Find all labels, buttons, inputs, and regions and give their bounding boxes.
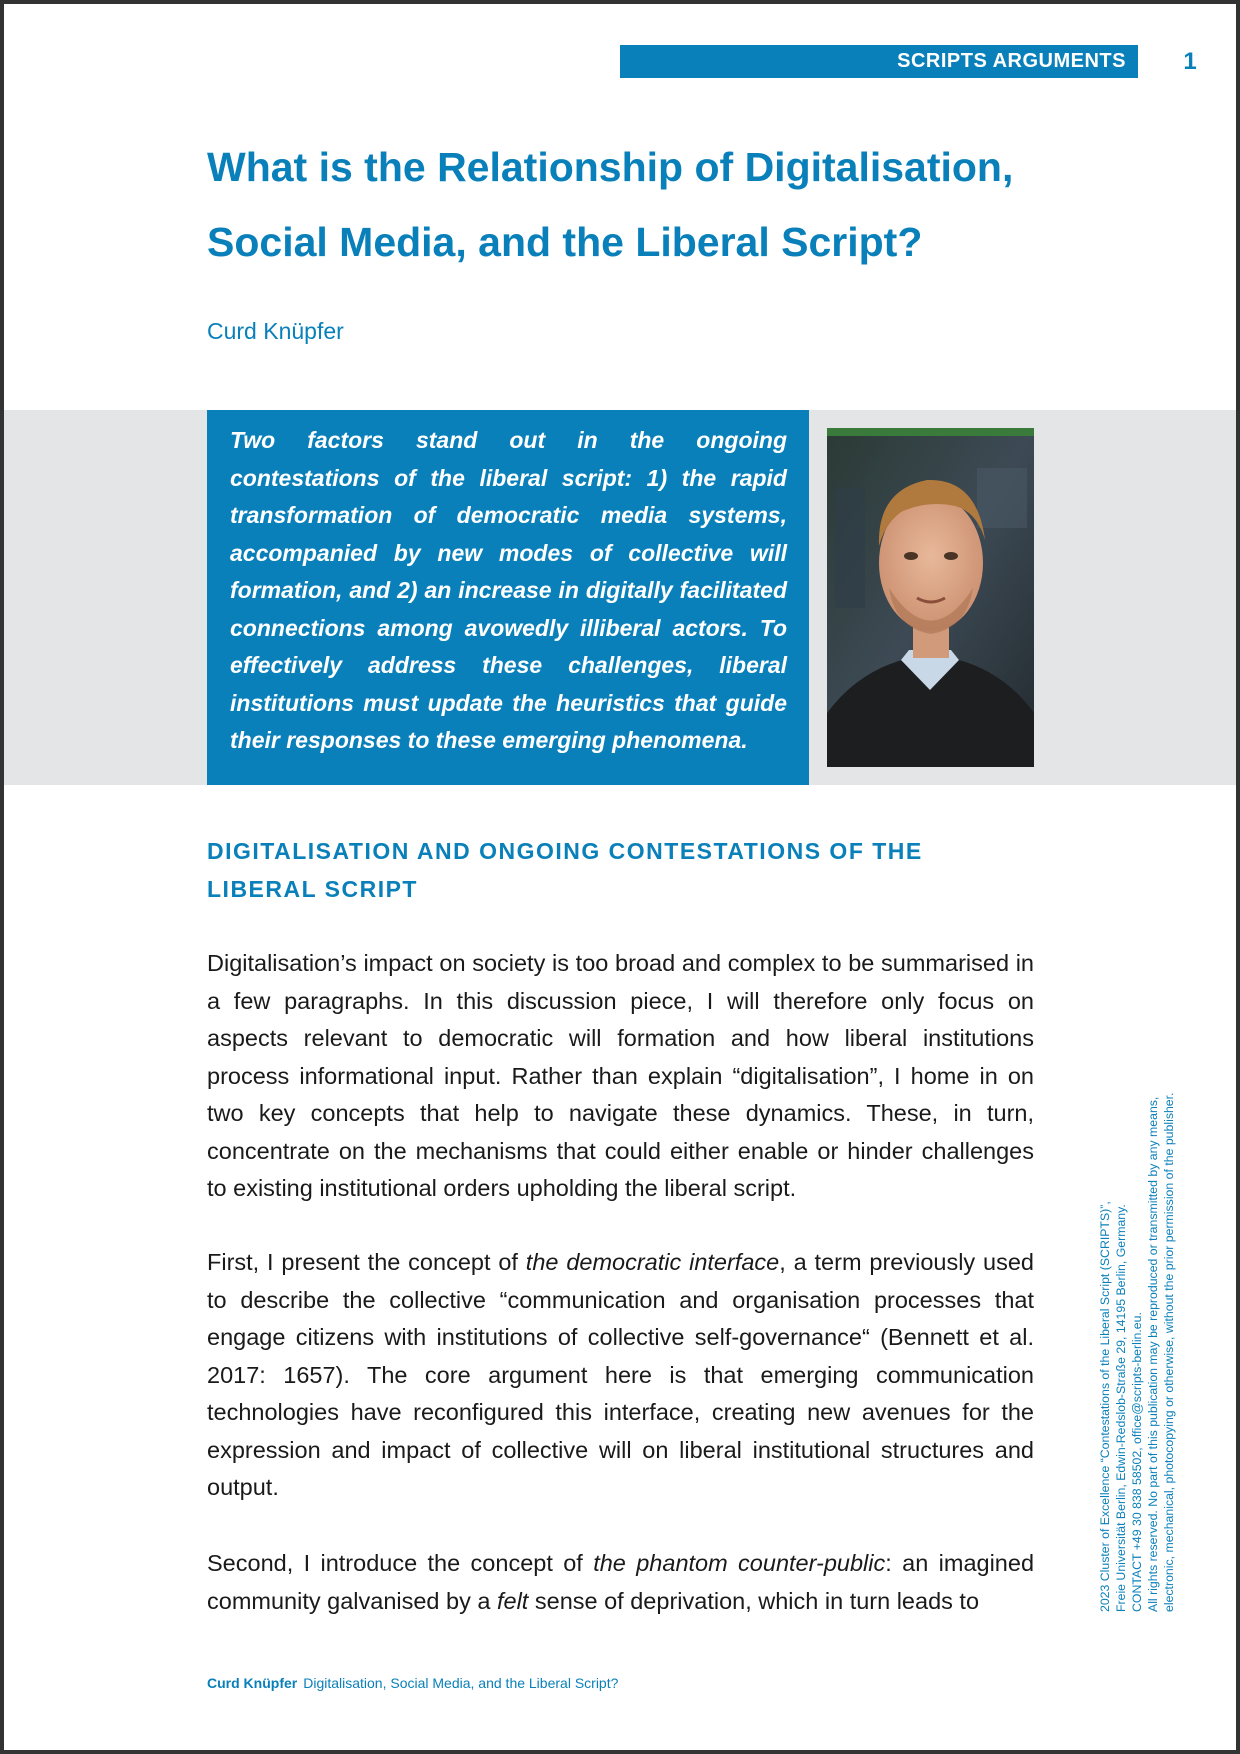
paragraph-2-text-b: , a term previously used to describe the collective “communication and organisation processes that engage citizens with institutions of collective self-governance“ (Bennett et al. 2017: 1657). The core argument here is that emerging communication technologies have reconfigured this interface, creating new avenues for the expression and impact of collective will on liberal institutional structures and output.: [207, 1249, 1034, 1500]
body-paragraph-1: Digitalisation’s impact on society is too broad and complex to be summarised in a few paragraphs. In this discussion piece, I will therefore only focus on aspects relevant to democratic will formation and how liberal institutions process informational input. Rather than explain “digitalisation”, I home in on two key concepts that help to navigate these dynamics. These, in turn, concentrate on the mechanisms that could either enable or hinder challenges to existing institutional orders upholding the liberal script.: [207, 950, 1034, 1201]
author-portrait: [827, 428, 1034, 767]
paragraph-3-text-a: Second, I introduce the concept of: [207, 1550, 594, 1576]
footer-author: Curd Knüpfer: [207, 1675, 298, 1691]
copyright-line-2: Freie Universität Berlin, Edwin-Redslob-Straße 29, 14195 Berlin, Germany.: [1114, 1204, 1128, 1612]
article-title: What is the Relationship of Digitalisation, Social Media, and the Liberal Script?: [207, 144, 1014, 265]
article-author: Curd Knüpfer: [207, 318, 344, 344]
paragraph-3-text-c: sense of deprivation, which in turn leads to: [528, 1587, 980, 1614]
body-paragraph-3: [207, 1545, 1034, 1620]
paragraph-3-emphasis: the phantom counter-public: [593, 1550, 886, 1576]
copyright-line-1: 2023 Cluster of Excellence “Contestations of the Liberal Script (SCRIPTS)”,: [1098, 1201, 1112, 1612]
paragraph-2-emphasis: the democratic interface: [525, 1249, 780, 1275]
section-heading: DIGITALISATION AND ONGOING CONTESTATIONS OF THE LIBERAL SCRIPT: [207, 838, 923, 902]
body-paragraph-2: [207, 1244, 1034, 1507]
paragraph-2-text-a: First, I present the concept of: [207, 1249, 526, 1275]
series-label: SCRIPTS ARGUMENTS: [620, 45, 1138, 78]
abstract-text: Two factors stand out in the ongoing contestations of the liberal script: 1) the rapid transformation of democratic media systems, accompanied by new modes of collective will formation, and 2) an increase in digitally facilitated connections among avowedly illiberal actors. To effectively address these challenges, liberal institutions must update the heuristics that guide their responses to these emerging phenomena.: [207, 410, 809, 785]
paragraph-3-text-b: : an imagined community galvanised by a: [207, 1550, 1035, 1614]
footer-title: Digitalisation, Social Media, and the Liberal Script?: [303, 1675, 619, 1691]
page-number: 1: [1183, 48, 1197, 75]
page-footer: [207, 1675, 618, 1691]
copyright-line-3: CONTACT +49 30 838 58502, office@scripts-berlin.eu.: [1130, 1312, 1144, 1612]
paragraph-3-emphasis-2: felt: [496, 1587, 529, 1614]
copyright-line-4: All rights reserved. No part of this publication may be reproduced or transmitted by any means,: [1146, 1096, 1160, 1612]
copyright-sidebar: [1097, 1052, 1177, 1612]
copyright-line-5: electronic, mechanical, photocopying or otherwise, without the prior permission of the publisher.: [1162, 1092, 1176, 1612]
